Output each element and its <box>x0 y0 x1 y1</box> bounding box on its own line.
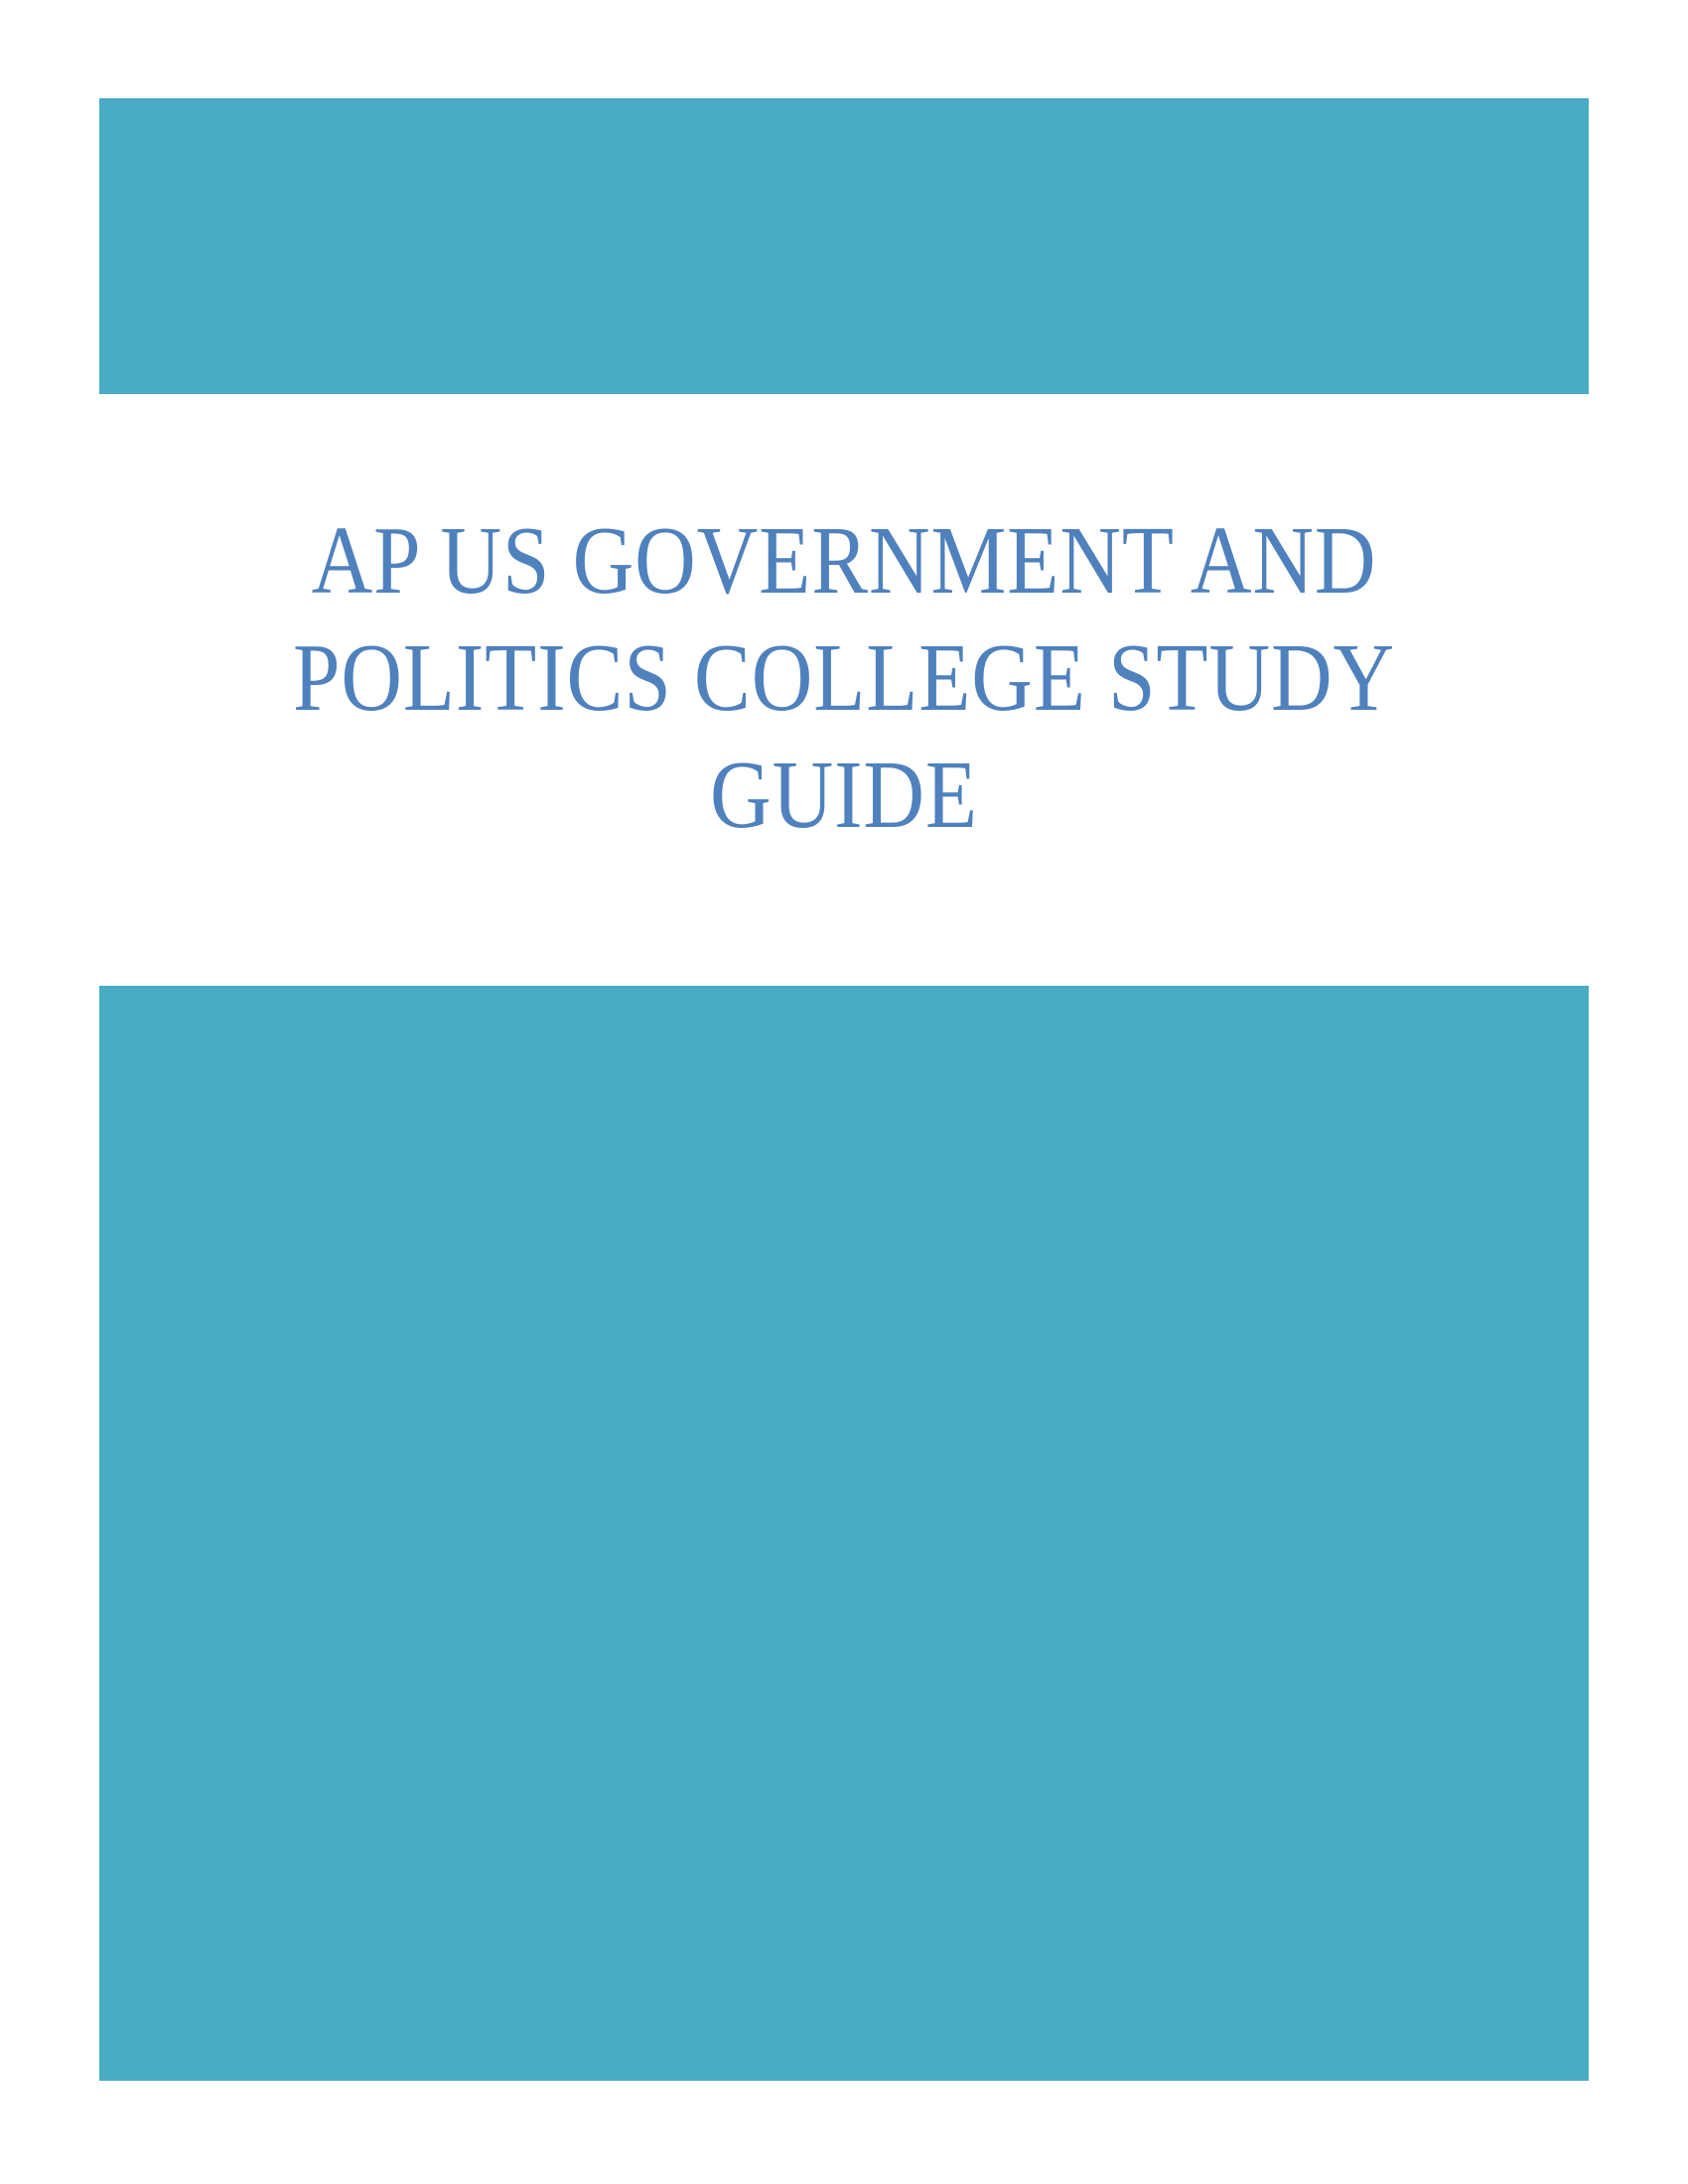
bottom-block-rectangle <box>99 986 1589 2081</box>
document-title-line-3: GUIDE <box>710 742 978 848</box>
document-title <box>101 502 1587 854</box>
top-banner-rectangle <box>99 98 1589 394</box>
document-title-line-1: AP US GOVERNMENT AND <box>311 507 1377 614</box>
document-title-line-2: POLITICS COLLEGE STUDY <box>292 624 1396 731</box>
